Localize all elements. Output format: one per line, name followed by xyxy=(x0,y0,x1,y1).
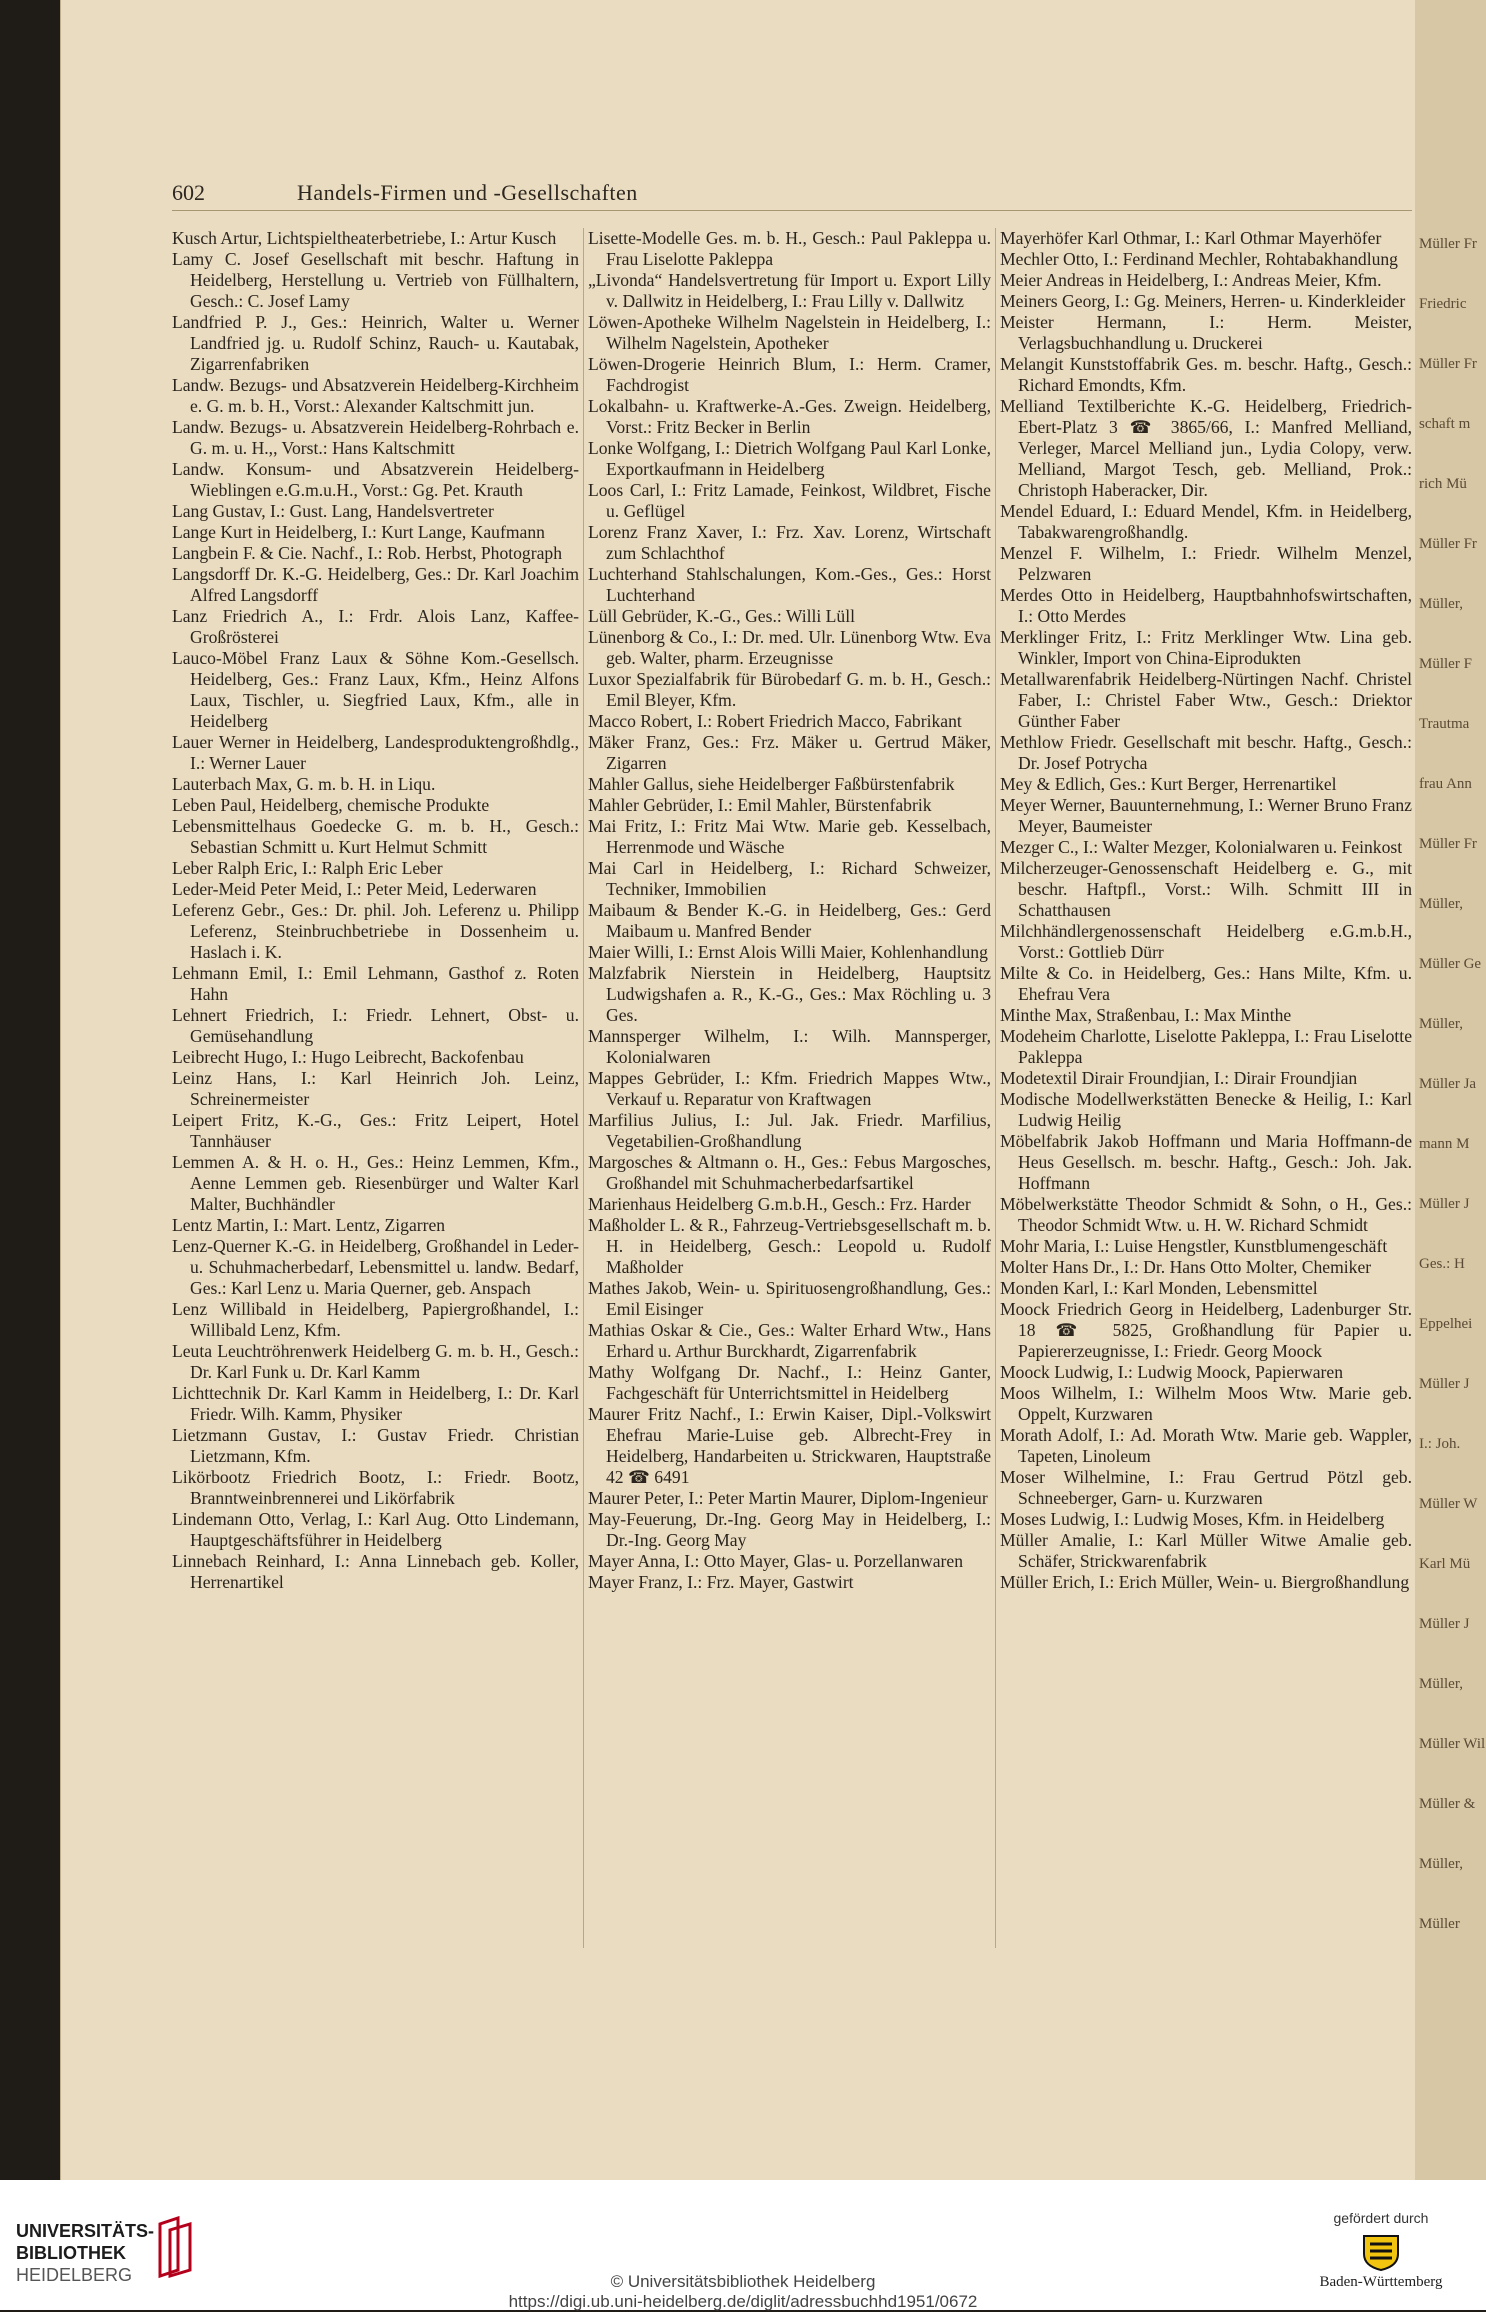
column-3 xyxy=(1000,228,1412,1593)
directory-entry: Modetextil Dirair Froundjian, I.: Dirair Froundjian xyxy=(1000,1068,1358,1088)
directory-entry: Lehmann Emil, I.: Emil Lehmann, Gasthof z. Roten Hahn xyxy=(172,963,579,1004)
directory-entry: Landw. Bezugs- und Absatzverein Heidelberg-Kirchheim e. G. m. b. H., Vorst.: Alexander Kaltschmitt jun. xyxy=(172,375,579,416)
directory-entry: Löwen-Apotheke Wilhelm Nagelstein in Heidelberg, I.: Wilhelm Nagelstein, Apotheker xyxy=(588,312,991,353)
adjacent-page-fragment: Müller, xyxy=(1419,1856,1463,1872)
directory-entry: Lange Kurt in Heidelberg, I.: Kurt Lange, Kaufmann xyxy=(172,522,545,542)
directory-entry: Luxor Spezialfabrik für Bürobedarf G. m. b. H., Gesch.: Emil Bleyer, Kfm. xyxy=(588,669,991,710)
directory-entry: Moser Wilhelmine, I.: Frau Gertrud Pötzl geb. Schneeberger, Garn- u. Kurzwaren xyxy=(1000,1467,1412,1508)
adjacent-page-fragment: Müller Wil xyxy=(1419,1736,1486,1752)
adjacent-page-fragment: Friedric xyxy=(1419,296,1467,312)
state-coat-of-arms-icon xyxy=(1358,2232,1404,2272)
page-header xyxy=(172,180,1412,211)
directory-entry: Leinz Hans, I.: Karl Heinrich Joh. Leinz, Schreinermeister xyxy=(172,1068,579,1109)
sponsor-label: gefördert durch xyxy=(1333,2210,1429,2226)
adjacent-page-fragment: mann M xyxy=(1419,1136,1470,1152)
directory-entry: Milte & Co. in Heidelberg, Ges.: Hans Milte, Kfm. u. Ehefrau Vera xyxy=(1000,963,1412,1004)
adjacent-page-fragment: Müller & xyxy=(1419,1796,1476,1812)
directory-entry: Merklinger Fritz, I.: Fritz Merklinger Wtw. Lina geb. Winkler, Import von China-Eiprodukten xyxy=(1000,627,1412,668)
directory-entry: Lauer Werner in Heidelberg, Landesproduktengroßhdlg., I.: Werner Lauer xyxy=(172,732,579,773)
column-rule xyxy=(583,228,584,1948)
directory-entry: Möbelfabrik Jakob Hoffmann und Maria Hoffmann-de Heus Gesellsch. m. beschr. Haftg., Gesch.: Joh. Jak. Hoffmann xyxy=(1000,1131,1412,1193)
directory-entry: Kusch Artur, Lichtspieltheaterbetriebe, I.: Artur Kusch xyxy=(172,228,557,248)
directory-entry: Lünenborg & Co., I.: Dr. med. Ulr. Lünenborg Wtw. Eva geb. Walter, pharm. Erzeugnisse xyxy=(588,627,991,668)
directory-entry: Löwen-Drogerie Heinrich Blum, I.: Herm. Cramer, Fachdrogist xyxy=(588,354,991,395)
directory-entry: Lorenz Franz Xaver, I.: Frz. Xav. Lorenz, Wirtschaft zum Schlachthof xyxy=(588,522,991,563)
column-1 xyxy=(172,228,579,1593)
directory-entry: Leibrecht Hugo, I.: Hugo Leibrecht, Backofenbau xyxy=(172,1047,524,1067)
directory-entry: Mathias Oskar & Cie., Ges.: Walter Erhard Wtw., Hans Erhard u. Arthur Burckhardt, Zigarrenfabrik xyxy=(588,1320,991,1361)
adjacent-page-fragment: Müller J xyxy=(1419,1376,1470,1392)
directory-entry: Lokalbahn- u. Kraftwerke-A.-Ges. Zweign. Heidelberg, Vorst.: Fritz Becker in Berlin xyxy=(588,396,991,437)
directory-entry: Merdes Otto in Heidelberg, Hauptbahnhofswirtschaften, I.: Otto Merdes xyxy=(1000,585,1412,626)
adjacent-page-fragment: Müller Ja xyxy=(1419,1076,1477,1092)
directory-entry: Minthe Max, Straßenbau, I.: Max Minthe xyxy=(1000,1005,1292,1025)
permalink[interactable]: https://digi.ub.uni-heidelberg.de/diglit/adressbuchhd1951/0672 xyxy=(508,2292,978,2311)
directory-entry: Mendel Eduard, I.: Eduard Mendel, Kfm. in Heidelberg, Tabakwarengroßhandlg. xyxy=(1000,501,1412,542)
library-name-line-2: BIBLIOTHEK xyxy=(16,2243,126,2263)
directory-entry: Moock Friedrich Georg in Heidelberg, Ladenburger Str. 18 ☎ 5825, Großhandlung für Papier u. Papiererzeugnisse, I.: Friedr. Georg Moock xyxy=(1000,1299,1412,1361)
adjacent-page-edge xyxy=(1415,0,1486,2180)
directory-entry: Mayerhöfer Karl Othmar, I.: Karl Othmar Mayerhöfer xyxy=(1000,228,1382,248)
directory-entry: Margosches & Altmann o. H., Ges.: Febus Margosches, Großhandel mit Schuhmacherbedarfsartikel xyxy=(588,1152,991,1193)
adjacent-page-fragment: Müller J xyxy=(1419,1196,1470,1212)
directory-entry: Leder-Meid Peter Meid, I.: Peter Meid, Lederwaren xyxy=(172,879,537,899)
directory-entry: Leber Ralph Eric, I.: Ralph Eric Leber xyxy=(172,858,443,878)
directory-entry: Milcherzeuger-Genossenschaft Heidelberg e. G., mit beschr. Haftpfl., Vorst.: Wilh. Schmitt III in Schatthausen xyxy=(1000,858,1412,920)
adjacent-page-fragment: Müller, xyxy=(1419,596,1463,612)
directory-entry: Lanz Friedrich A., I.: Frdr. Alois Lanz, Kaffee-Großrösterei xyxy=(172,606,579,647)
adjacent-page-fragment: Müller W xyxy=(1419,1496,1478,1512)
directory-entry: Linnebach Reinhard, I.: Anna Linnebach geb. Koller, Herrenartikel xyxy=(172,1551,579,1592)
adjacent-page-fragment: I.: Joh. xyxy=(1419,1436,1461,1452)
sponsor-name: Baden-Württemberg xyxy=(1319,2274,1443,2290)
directory-entry: Lentz Martin, I.: Mart. Lentz, Zigarren xyxy=(172,1215,446,1235)
adjacent-page-fragment: rich Mü xyxy=(1419,476,1467,492)
directory-entry: Lang Gustav, I.: Gust. Lang, Handelsvertreter xyxy=(172,501,494,521)
directory-entry: Metallwarenfabrik Heidelberg-Nürtingen Nachf. Christel Faber, I.: Christel Faber Wtw., Gesch.: Driektor Günther Faber xyxy=(1000,669,1412,731)
library-name-line-3: HEIDELBERG xyxy=(16,2265,133,2285)
directory-entry: Mathy Wolfgang Dr. Nachf., I.: Heinz Ganter, Fachgeschäft für Unterrichtsmittel in Heidelberg xyxy=(588,1362,991,1403)
directory-entry: Müller Amalie, I.: Karl Müller Witwe Amalie geb. Schäfer, Strickwarenfabrik xyxy=(1000,1530,1412,1571)
directory-entry: Mechler Otto, I.: Ferdinand Mechler, Rohtabakhandlung xyxy=(1000,249,1398,269)
directory-entry: Maßholder L. & R., Fahrzeug-Vertriebsgesellschaft m. b. H. in Heidelberg, Gesch.: Leopold u. Rudolf Maßholder xyxy=(588,1215,991,1277)
adjacent-page-fragment: Müller Fr xyxy=(1419,236,1477,252)
page-number: 602 xyxy=(172,180,205,205)
adjacent-page-fragment: Müller, xyxy=(1419,896,1463,912)
directory-entry: Marfilius Julius, I.: Jul. Jak. Friedr. Marfilius, Vegetabilien-Großhandlung xyxy=(588,1110,991,1151)
directory-entry: Moses Ludwig, I.: Ludwig Moses, Kfm. in Heidelberg xyxy=(1000,1509,1385,1529)
directory-entry: Melliand Textilberichte K.-G. Heidelberg, Friedrich-Ebert-Platz 3 ☎ 3865/66, I.: Manfred Melliand, Verleger, Marcel Melliand jun., Lydia Colopy, verw. Melliand, Margot Tesch, geb. Melliand, Prok.: Christoph Haberacker, Dir. xyxy=(1000,396,1412,500)
column-rule xyxy=(995,228,996,1948)
directory-entry: Mahler Gebrüder, I.: Emil Mahler, Bürstenfabrik xyxy=(588,795,932,815)
adjacent-page-fragment: Eppelhei xyxy=(1419,1316,1473,1332)
directory-entry: Lauco-Möbel Franz Laux & Söhne Kom.-Gesellsch. Heidelberg, Ges.: Franz Laux, Kfm., Heinz Alfons Laux, Tischler, u. Siegfried Laux, Kfm., alle in Heidelberg xyxy=(172,648,579,731)
directory-entry: Lichttechnik Dr. Karl Kamm in Heidelberg, I.: Dr. Karl Friedr. Wilh. Kamm, Physiker xyxy=(172,1383,579,1424)
directory-entry: Lauterbach Max, G. m. b. H. in Liqu. xyxy=(172,774,436,794)
directory-entry: Lüll Gebrüder, K.-G., Ges.: Willi Lüll xyxy=(588,606,856,626)
directory-entry: Macco Robert, I.: Robert Friedrich Macco, Fabrikant xyxy=(588,711,962,731)
adjacent-page-fragment: Trautma xyxy=(1419,716,1470,732)
directory-entry: Lehnert Friedrich, I.: Friedr. Lehnert, Obst- u. Gemüsehandlung xyxy=(172,1005,579,1046)
directory-entry: Mezger C., I.: Walter Mezger, Kolonialwaren u. Feinkost xyxy=(1000,837,1403,857)
copyright-notice: © Universitätsbibliothek Heidelberg xyxy=(610,2272,876,2291)
adjacent-page-fragment: Müller Fr xyxy=(1419,836,1477,852)
directory-entry: Maurer Peter, I.: Peter Martin Maurer, Diplom-Ingenieur xyxy=(588,1488,988,1508)
directory-entry: Marienhaus Heidelberg G.m.b.H., Gesch.: Frz. Harder xyxy=(588,1194,971,1214)
directory-entry: Lietzmann Gustav, I.: Gustav Friedr. Christian Lietzmann, Kfm. xyxy=(172,1425,579,1466)
directory-entry: Lonke Wolfgang, I.: Dietrich Wolfgang Paul Karl Lonke, Exportkaufmann in Heidelberg xyxy=(588,438,991,479)
adjacent-page-fragment: Müller Fr xyxy=(1419,536,1477,552)
adjacent-page-fragment: Müller Fr xyxy=(1419,356,1477,372)
adjacent-page-fragment: Karl Mü xyxy=(1419,1556,1471,1572)
directory-entry: Meiners Georg, I.: Gg. Meiners, Herren- u. Kinderkleider xyxy=(1000,291,1406,311)
directory-entry: Morath Adolf, I.: Ad. Morath Wtw. Marie geb. Wappler, Tapeten, Linoleum xyxy=(1000,1425,1412,1466)
directory-entry: Lenz Willibald in Heidelberg, Papiergroßhandel, I.: Willibald Lenz, Kfm. xyxy=(172,1299,579,1340)
adjacent-page-fragment: Müller F xyxy=(1419,656,1472,672)
directory-entry: Maier Willi, I.: Ernst Alois Willi Maier, Kohlenhandlung xyxy=(588,942,988,962)
running-title: Handels-Firmen und -Gesellschaften xyxy=(297,180,638,205)
directory-entry: Langbein F. & Cie. Nachf., I.: Rob. Herbst, Photograph xyxy=(172,543,562,563)
directory-entry: Lisette-Modelle Ges. m. b. H., Gesch.: Paul Pakleppa u. Frau Liselotte Pakleppa xyxy=(588,228,991,269)
directory-entry: Mayer Franz, I.: Frz. Mayer, Gastwirt xyxy=(588,1572,854,1592)
directory-entry: Mäker Franz, Ges.: Frz. Mäker u. Gertrud Mäker, Zigarren xyxy=(588,732,991,773)
directory-entry: Methlow Friedr. Gesellschaft mit beschr. Haftg., Gesch.: Dr. Josef Potrycha xyxy=(1000,732,1412,773)
directory-entry: Mahler Gallus, siehe Heidelberger Faßbürstenfabrik xyxy=(588,774,955,794)
directory-entry: Mey & Edlich, Ges.: Kurt Berger, Herrenartikel xyxy=(1000,774,1337,794)
directory-entry: Maurer Fritz Nachf., I.: Erwin Kaiser, Dipl.-Volkswirt Ehefrau Marie-Luise geb. Albrecht-Frey in Heidelberg, Handarbeiten u. Strickwaren, Hauptstraße 42 ☎ 6491 xyxy=(588,1404,991,1487)
directory-entry: Milchhändlergenossenschaft Heidelberg e.G.m.b.H., Vorst.: Gottlieb Dürr xyxy=(1000,921,1412,962)
directory-entry: Langsdorff Dr. K.-G. Heidelberg, Ges.: Dr. Karl Joachim Alfred Langsdorff xyxy=(172,564,579,605)
directory-entry: Mai Carl in Heidelberg, I.: Richard Schweizer, Techniker, Immobilien xyxy=(588,858,991,899)
directory-entry: Mappes Gebrüder, I.: Kfm. Friedrich Mappes Wtw., Verkauf u. Reparatur von Kraftwagen xyxy=(588,1068,991,1109)
directory-entry: Meier Andreas in Heidelberg, I.: Andreas Meier, Kfm. xyxy=(1000,270,1382,290)
directory-entry: Menzel F. Wilhelm, I.: Friedr. Wilhelm Menzel, Pelzwaren xyxy=(1000,543,1412,584)
directory-entry: Lenz-Querner K.-G. in Heidelberg, Großhandel in Leder- u. Schuhmacherbedarf, Lebensmittel u. landw. Bedarf, Ges.: Karl Lenz u. Maria Querner, geb. Anspach xyxy=(172,1236,579,1298)
directory-entry: Mai Fritz, I.: Fritz Mai Wtw. Marie geb. Kesselbach, Herrenmode und Wäsche xyxy=(588,816,991,857)
directory-entry: Leuta Leuchtröhrenwerk Heidelberg G. m. b. H., Gesch.: Dr. Karl Funk u. Dr. Karl Kamm xyxy=(172,1341,579,1382)
directory-entry: Lebensmittelhaus Goedecke G. m. b. H., Gesch.: Sebastian Schmitt u. Kurt Helmut Schmitt xyxy=(172,816,579,857)
sponsor-block xyxy=(1306,2210,1456,2291)
directory-entry: Lamy C. Josef Gesellschaft mit beschr. Haftung in Heidelberg, Herstellung u. Vertrieb von Füllhaltern, Gesch.: C. Josef Lamy xyxy=(172,249,579,311)
directory-entry: Landw. Bezugs- u. Absatzverein Heidelberg-Rohrbach e. G. m. u. H.,, Vorst.: Hans Kaltschmitt xyxy=(172,417,579,458)
directory-entry: Möbelwerkstätte Theodor Schmidt & Sohn, o H., Ges.: Theodor Schmidt Wtw. u. H. W. Richard Schmidt xyxy=(1000,1194,1412,1235)
directory-entry: Meyer Werner, Bauunternehmung, I.: Werner Bruno Franz Meyer, Baumeister xyxy=(1000,795,1412,836)
directory-entry: Mohr Maria, I.: Luise Hengstler, Kunstblumengeschäft xyxy=(1000,1236,1388,1256)
directory-entry: Moock Ludwig, I.: Ludwig Moock, Papierwaren xyxy=(1000,1362,1344,1382)
directory-entry: Malzfabrik Nierstein in Heidelberg, Hauptsitz Ludwigshafen a. R., K.-G., Ges.: Max Röchling u. 3 Ges. xyxy=(588,963,991,1025)
directory-entry: Lindemann Otto, Verlag, I.: Karl Aug. Otto Lindemann, Hauptgeschäftsführer in Heidelberg xyxy=(172,1509,579,1550)
viewer-footer xyxy=(0,2180,1486,2310)
adjacent-page-fragment: Müller, xyxy=(1419,1676,1463,1692)
directory-entry: Leben Paul, Heidelberg, chemische Produkte xyxy=(172,795,490,815)
directory-entry: Müller Erich, I.: Erich Müller, Wein- u. Biergroßhandlung xyxy=(1000,1572,1410,1592)
adjacent-page-fragment: Müller J xyxy=(1419,1616,1470,1632)
adjacent-page-fragment: schaft m xyxy=(1419,416,1471,432)
directory-entry: „Livonda“ Handelsvertretung für Import u. Export Lilly v. Dallwitz in Heidelberg, I.: Frau Lilly v. Dallwitz xyxy=(588,270,991,311)
library-logo-icon xyxy=(156,2216,200,2280)
directory-entry: Mathes Jakob, Wein- u. Spirituosengroßhandlung, Ges.: Emil Eisinger xyxy=(588,1278,991,1319)
directory-entry: Likörbootz Friedrich Bootz, I.: Friedr. Bootz, Branntweinbrennerei und Likörfabrik xyxy=(172,1467,579,1508)
directory-entry: Maibaum & Bender K.-G. in Heidelberg, Ges.: Gerd Maibaum u. Manfred Bender xyxy=(588,900,991,941)
adjacent-page-fragment: Ges.: H xyxy=(1419,1256,1465,1272)
adjacent-page-fragment: Müller, xyxy=(1419,1016,1463,1032)
directory-entry: Landfried P. J., Ges.: Heinrich, Walter u. Werner Landfried jg. u. Rudolf Schinz, Rauch- u. Kautabak, Zigarrenfabriken xyxy=(172,312,579,374)
library-name-line-1: UNIVERSITÄTS- xyxy=(16,2221,155,2241)
directory-entry: Modeheim Charlotte, Liselotte Pakleppa, I.: Frau Liselotte Pakleppa xyxy=(1000,1026,1412,1067)
directory-entry: Loos Carl, I.: Fritz Lamade, Feinkost, Wildbret, Fische u. Geflügel xyxy=(588,480,991,521)
directory-entry: Molter Hans Dr., I.: Dr. Hans Otto Molter, Chemiker xyxy=(1000,1257,1372,1277)
directory-entry: Melangit Kunststoffabrik Ges. m. beschr. Haftg., Gesch.: Richard Emondts, Kfm. xyxy=(1000,354,1412,395)
directory-entry: Landw. Konsum- und Absatzverein Heidelberg-Wieblingen e.G.m.u.H., Vorst.: Gg. Pet. Krauth xyxy=(172,459,579,500)
directory-entry: Mannsperger Wilhelm, I.: Wilh. Mannsperger, Kolonialwaren xyxy=(588,1026,991,1067)
directory-entry: Mayer Anna, I.: Otto Mayer, Glas- u. Porzellanwaren xyxy=(588,1551,964,1571)
adjacent-page-fragment: Müller Ge xyxy=(1419,956,1482,972)
directory-entry: May-Feuerung, Dr.-Ing. Georg May in Heidelberg, I.: Dr.-Ing. Georg May xyxy=(588,1509,991,1550)
directory-entry: Moos Wilhelm, I.: Wilhelm Moos Wtw. Marie geb. Oppelt, Kurzwaren xyxy=(1000,1383,1412,1424)
directory-entry: Leipert Fritz, K.-G., Ges.: Fritz Leipert, Hotel Tannhäuser xyxy=(172,1110,579,1151)
adjacent-page-fragment: frau Ann xyxy=(1419,776,1472,792)
adjacent-page-fragment: Müller xyxy=(1419,1916,1460,1932)
directory-entry: Leferenz Gebr., Ges.: Dr. phil. Joh. Leferenz u. Philipp Leferenz, Steinbruchbetriebe in Dossenheim u. Haslach i. K. xyxy=(172,900,579,962)
directory-entry: Monden Karl, I.: Karl Monden, Lebensmittel xyxy=(1000,1278,1318,1298)
directory-entry: Modische Modellwerkstätten Benecke & Heilig, I.: Karl Ludwig Heilig xyxy=(1000,1089,1412,1130)
directory-entry: Lemmen A. & H. o. H., Ges.: Heinz Lemmen, Kfm., Aenne Lemmen geb. Riesenbürger und Walter Karl Malter, Buchhändler xyxy=(172,1152,579,1214)
directory-entry: Luchterhand Stahlschalungen, Kom.-Ges., Ges.: Horst Luchterhand xyxy=(588,564,991,605)
directory-entry: Meister Hermann, I.: Herm. Meister, Verlagsbuchhandlung u. Druckerei xyxy=(1000,312,1412,353)
column-2 xyxy=(588,228,991,1593)
